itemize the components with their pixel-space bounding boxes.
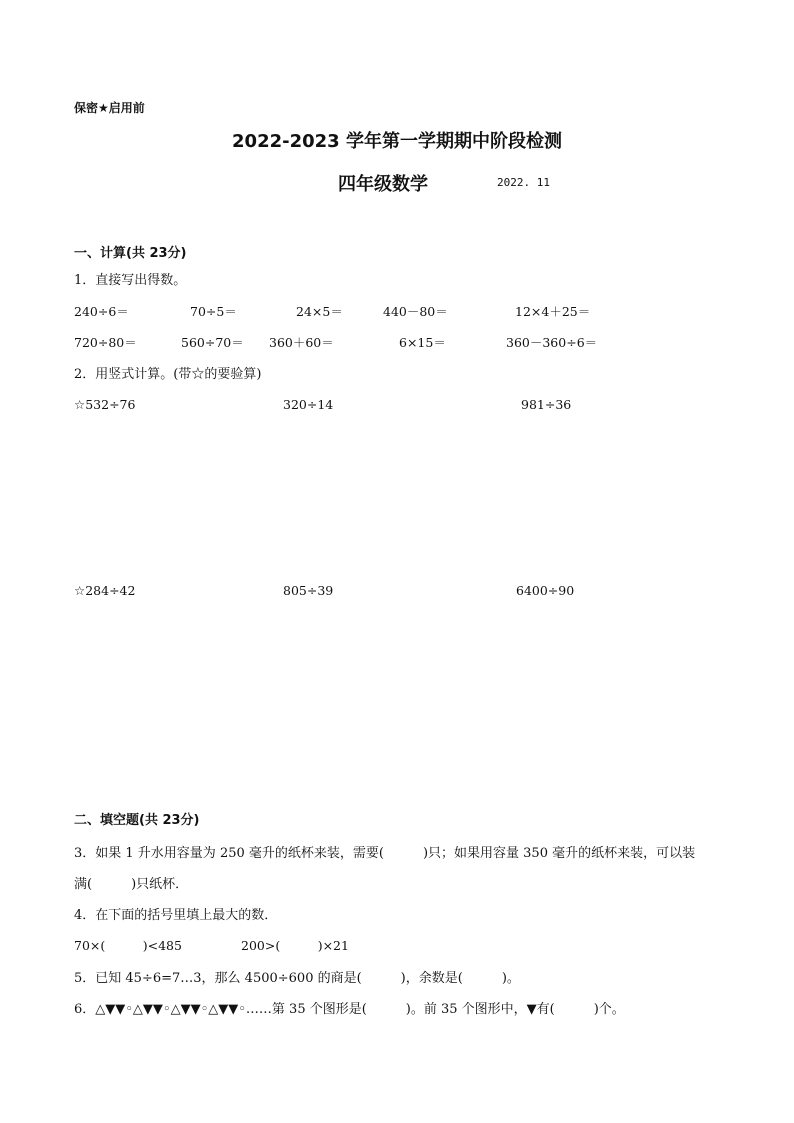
- q1-item: 360－360÷6＝: [506, 335, 598, 350]
- question-6: 6．△▼▼◦△▼▼◦△▼▼◦△▼▼◦……第 35 个图形是( )。前 35 个图形中，▼有( )个。: [74, 1002, 625, 1017]
- q1-item: 70÷5＝: [190, 304, 237, 319]
- q1-item: 560÷70＝: [181, 335, 244, 350]
- q1-item: 720÷80＝: [74, 335, 137, 350]
- question-2: 2．用竖式计算。(带☆的要验算): [74, 367, 262, 382]
- q2-item: ☆532÷76: [74, 397, 136, 412]
- q1-item: 12×4＋25＝: [515, 304, 591, 319]
- question-3-line2: 满( )只纸杯．: [74, 877, 189, 892]
- exam-date: 2022. 11: [497, 176, 550, 189]
- q1-item: 240÷6＝: [74, 304, 129, 319]
- question-1: 1．直接写出得数。: [74, 273, 187, 288]
- q2-item: 981÷36: [521, 397, 572, 412]
- question-4-b: 200>( )×21: [241, 938, 349, 953]
- q2-item: 805÷39: [283, 583, 334, 598]
- q2-item: ☆284÷42: [74, 583, 136, 598]
- question-4-a: 70×( )<485: [74, 938, 182, 953]
- q1-item: 6×15＝: [399, 335, 446, 350]
- q1-item: 360＋60＝: [269, 335, 334, 350]
- section1-heading: 一、计算(共 23分): [74, 246, 187, 261]
- exam-title: 2022-2023 学年第一学期期中阶段检测: [232, 131, 562, 152]
- q1-item: 440－80＝: [383, 304, 448, 319]
- q1-item: 24×5＝: [296, 304, 343, 319]
- confidential-label: 保密★启用前: [74, 101, 145, 115]
- exam-subtitle: 四年级数学: [338, 174, 428, 195]
- question-3-line1: 3．如果 1 升水用容量为 250 毫升的纸杯来装，需要( )只；如果用容量 350 毫升的纸杯来装，可以装: [74, 846, 696, 861]
- question-5: 5．已知 45÷6=7…3，那么 4500÷600 的商是( )，余数是( )。: [74, 971, 520, 986]
- question-4: 4．在下面的括号里填上最大的数．: [74, 908, 278, 923]
- q2-item: 320÷14: [283, 397, 334, 412]
- section2-heading: 二、填空题(共 23分): [74, 813, 200, 828]
- q2-item: 6400÷90: [516, 583, 575, 598]
